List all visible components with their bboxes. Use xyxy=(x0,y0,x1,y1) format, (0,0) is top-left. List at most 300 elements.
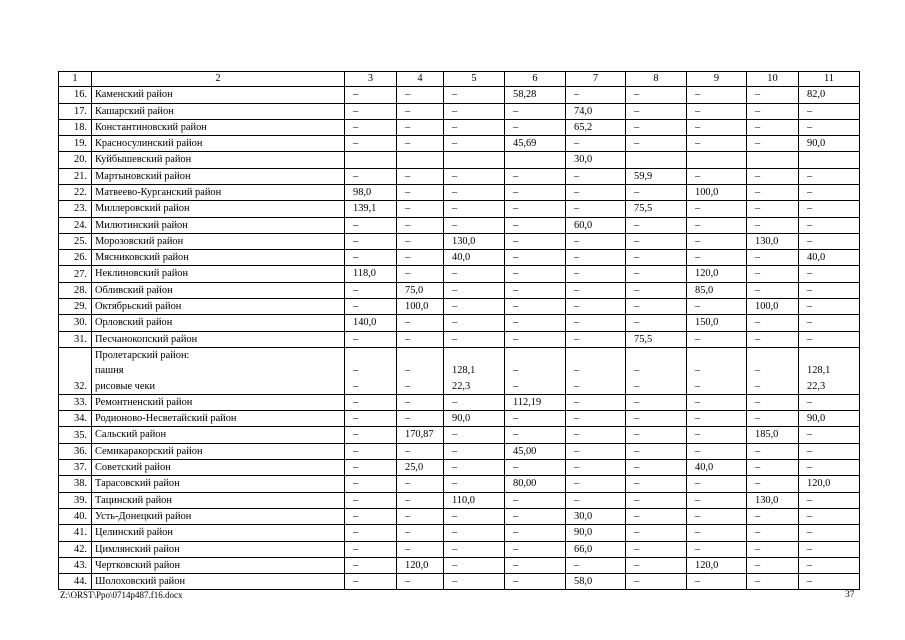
table-row xyxy=(59,201,860,217)
table-row xyxy=(59,508,860,524)
value-line: – xyxy=(634,235,640,247)
row-number-cell: 33. xyxy=(59,394,92,410)
table-row xyxy=(59,443,860,459)
value-line: – xyxy=(755,186,761,198)
value-line: – xyxy=(574,478,580,490)
table-row xyxy=(59,168,860,184)
header-cell: 1 xyxy=(59,72,92,87)
value-cell-col-4 xyxy=(397,299,444,315)
table-row xyxy=(59,184,860,200)
value-cell-col-8 xyxy=(626,460,687,476)
value-line: – xyxy=(574,494,580,506)
value-cell-col-5 xyxy=(444,282,505,298)
value-cell-col-4 xyxy=(397,443,444,459)
value-cell-col-8 xyxy=(626,476,687,492)
value-cell-col-5 xyxy=(444,411,505,427)
district-name-line: Мартыновский район xyxy=(95,170,191,182)
value-cell-col-10 xyxy=(747,282,799,298)
value-line: 65,2 xyxy=(574,121,593,133)
value-line: 90,0 xyxy=(807,138,826,150)
value-cell-col-5 xyxy=(444,168,505,184)
table-row xyxy=(59,525,860,541)
value-line: – xyxy=(574,317,580,329)
value-cell-col-11 xyxy=(799,217,860,233)
value-line: – xyxy=(353,576,359,588)
value-line: – xyxy=(634,396,640,408)
value-line: – xyxy=(695,445,701,457)
value-line: – xyxy=(513,543,519,555)
district-name-cell xyxy=(92,492,345,508)
value-cell-col-4 xyxy=(397,184,444,200)
value-cell-col-5 xyxy=(444,152,505,168)
value-cell-col-5 xyxy=(444,266,505,282)
row-number-cell: 31. xyxy=(59,331,92,347)
value-line: – xyxy=(755,543,761,555)
value-line: 45,00 xyxy=(513,445,537,457)
value-cell-col-4 xyxy=(397,411,444,427)
header-row xyxy=(59,72,860,87)
value-line xyxy=(695,348,744,363)
value-line: – xyxy=(807,317,813,329)
row-number-cell: 37. xyxy=(59,460,92,476)
value-line: 58,28 xyxy=(513,89,537,101)
value-cell-col-3 xyxy=(345,541,397,557)
value-cell-col-3 xyxy=(345,460,397,476)
value-line: – xyxy=(452,478,458,490)
value-line: – xyxy=(807,559,813,571)
value-cell-col-5 xyxy=(444,525,505,541)
value-line: – xyxy=(755,413,761,425)
value-cell-col-3 xyxy=(345,476,397,492)
value-line: – xyxy=(405,252,411,264)
value-cell-col-7 xyxy=(566,136,626,152)
value-line: – xyxy=(452,301,458,313)
value-line: – xyxy=(452,429,458,441)
value-line: – xyxy=(807,268,813,280)
value-line: – xyxy=(353,138,359,150)
value-cell-col-3 xyxy=(345,136,397,152)
header-cell: 10 xyxy=(747,72,799,87)
value-line: – xyxy=(452,510,458,522)
value-line: – xyxy=(452,445,458,457)
value-cell-col-7 xyxy=(566,315,626,331)
value-cell-col-6 xyxy=(505,574,566,590)
value-line: – xyxy=(695,252,701,264)
value-line: – xyxy=(405,235,411,247)
district-name-cell xyxy=(92,508,345,524)
value-line: – xyxy=(513,268,519,280)
table-row xyxy=(59,119,860,135)
value-cell-col-3 xyxy=(345,282,397,298)
value-cell-col-10 xyxy=(747,217,799,233)
district-name-cell xyxy=(92,574,345,590)
value-cell-col-6 xyxy=(505,525,566,541)
district-name-line: Усть-Донецкий район xyxy=(95,510,192,522)
value-line: – xyxy=(634,186,640,198)
value-cell-col-10 xyxy=(747,184,799,200)
district-name-line: Песчанокопский район xyxy=(95,333,198,345)
value-line: – xyxy=(807,445,813,457)
value-cell-col-6 xyxy=(505,411,566,427)
value-line: – xyxy=(695,413,701,425)
district-name-line: Шолоховский район xyxy=(95,576,186,588)
value-cell-col-6 xyxy=(505,266,566,282)
value-line: – xyxy=(353,380,359,392)
value-line: – xyxy=(452,219,458,231)
value-line: – xyxy=(574,380,580,392)
row-number-cell: 42. xyxy=(59,541,92,557)
value-cell-col-6 xyxy=(505,87,566,103)
value-cell-col-8 xyxy=(626,184,687,200)
district-name-line: Октябрьский район xyxy=(95,301,182,313)
value-cell-col-8 xyxy=(626,574,687,590)
value-cell-col-8 xyxy=(626,152,687,168)
value-cell-col-11 xyxy=(799,394,860,410)
value-line: – xyxy=(695,576,701,588)
value-line: – xyxy=(405,268,411,280)
row-number-cell: 20. xyxy=(59,152,92,168)
row-number-cell: 23. xyxy=(59,201,92,217)
district-name-cell xyxy=(92,315,345,331)
value-cell-col-10 xyxy=(747,119,799,135)
value-cell-col-4 xyxy=(397,394,444,410)
value-cell-col-6 xyxy=(505,299,566,315)
value-cell-col-8 xyxy=(626,250,687,266)
value-line xyxy=(755,348,796,363)
value-cell-col-10 xyxy=(747,266,799,282)
table-row xyxy=(59,136,860,152)
value-cell-col-11 xyxy=(799,119,860,135)
table-row xyxy=(59,492,860,508)
value-cell-col-10 xyxy=(747,411,799,427)
value-line: – xyxy=(807,284,813,296)
table-row xyxy=(59,266,860,282)
value-cell-col-6 xyxy=(505,476,566,492)
district-name-cell xyxy=(92,152,345,168)
value-cell-col-9 xyxy=(687,541,747,557)
value-line: 118,0 xyxy=(353,268,376,280)
value-cell-col-4 xyxy=(397,492,444,508)
value-cell-col-9 xyxy=(687,217,747,233)
value-cell-col-9 xyxy=(687,266,747,282)
value-cell-col-8 xyxy=(626,508,687,524)
value-cell-col-7 xyxy=(566,233,626,249)
value-cell-col-10 xyxy=(747,136,799,152)
district-name-cell xyxy=(92,299,345,315)
value-line: – xyxy=(452,186,458,198)
value-cell-col-10 xyxy=(747,492,799,508)
value-cell-col-8 xyxy=(626,217,687,233)
district-name-line: Советский район xyxy=(95,462,171,474)
value-cell-col-9 xyxy=(687,299,747,315)
table-row xyxy=(59,460,860,476)
value-line: – xyxy=(807,203,813,215)
value-cell-col-8 xyxy=(626,525,687,541)
value-line: 140,0 xyxy=(353,317,377,329)
value-cell-col-4 xyxy=(397,233,444,249)
district-name-cell xyxy=(92,427,345,443)
value-cell-col-11 xyxy=(799,443,860,459)
value-cell-col-3 xyxy=(345,394,397,410)
value-cell-col-9 xyxy=(687,427,747,443)
value-cell-col-3 xyxy=(345,217,397,233)
value-cell-col-8 xyxy=(626,443,687,459)
value-cell-col-10 xyxy=(747,347,799,394)
value-cell-col-9 xyxy=(687,476,747,492)
value-line: – xyxy=(695,396,701,408)
value-cell-col-3 xyxy=(345,331,397,347)
district-name-line: Тацинский район xyxy=(95,494,172,506)
value-cell-col-8 xyxy=(626,315,687,331)
value-cell-col-3 xyxy=(345,574,397,590)
value-line: – xyxy=(513,235,519,247)
value-line: 98,0 xyxy=(353,186,372,198)
value-line: – xyxy=(513,462,519,474)
table-body xyxy=(59,72,860,590)
district-name-line: Сальский район xyxy=(95,429,167,441)
value-cell-col-7 xyxy=(566,557,626,573)
value-line: – xyxy=(574,138,580,150)
value-cell-col-5 xyxy=(444,201,505,217)
row-number-cell: 24. xyxy=(59,217,92,233)
value-cell-col-8 xyxy=(626,201,687,217)
district-name-cell xyxy=(92,282,345,298)
row-number-cell: 44. xyxy=(59,574,92,590)
row-number-cell: 28. xyxy=(59,282,92,298)
value-line: 74,0 xyxy=(574,105,593,117)
value-cell-col-8 xyxy=(626,331,687,347)
value-cell-col-4 xyxy=(397,525,444,541)
value-cell-col-6 xyxy=(505,152,566,168)
value-cell-col-7 xyxy=(566,119,626,135)
value-line: – xyxy=(634,252,640,264)
value-cell-col-6 xyxy=(505,217,566,233)
value-cell-col-9 xyxy=(687,250,747,266)
value-cell-col-8 xyxy=(626,557,687,573)
value-cell-col-11 xyxy=(799,411,860,427)
value-line: – xyxy=(634,559,640,571)
value-line: 120,0 xyxy=(807,478,831,490)
value-cell-col-8 xyxy=(626,119,687,135)
value-line: – xyxy=(634,219,640,231)
row-number-cell: 32. xyxy=(59,347,92,394)
table-row xyxy=(59,394,860,410)
district-name-line: Миллеровский район xyxy=(95,203,190,215)
value-cell-col-3 xyxy=(345,201,397,217)
value-cell-col-10 xyxy=(747,443,799,459)
header-cell: 8 xyxy=(626,72,687,87)
district-name-line: Матвеево-Курганский район xyxy=(95,186,222,198)
value-line: – xyxy=(807,105,813,117)
value-cell-col-5 xyxy=(444,331,505,347)
value-line: – xyxy=(755,317,761,329)
footer-file-path: Z:\ORST\Ppo\0714p487.f16.docx xyxy=(60,590,183,600)
value-line xyxy=(513,348,563,363)
value-line: – xyxy=(452,105,458,117)
table-row xyxy=(59,217,860,233)
row-number-cell: 17. xyxy=(59,103,92,119)
value-cell-col-5 xyxy=(444,103,505,119)
value-cell-col-8 xyxy=(626,103,687,119)
value-line: – xyxy=(755,333,761,345)
value-line: – xyxy=(452,284,458,296)
value-line: 100,0 xyxy=(405,301,429,313)
value-line: – xyxy=(755,510,761,522)
district-name-line: Пролетарский район: xyxy=(95,349,190,361)
value-line: – xyxy=(807,429,813,441)
value-line: – xyxy=(405,527,411,539)
district-name-cell xyxy=(92,331,345,347)
value-line: – xyxy=(513,429,519,441)
value-line: – xyxy=(405,543,411,555)
district-name-cell xyxy=(92,525,345,541)
value-cell-col-6 xyxy=(505,184,566,200)
value-line: – xyxy=(513,317,519,329)
value-cell-col-6 xyxy=(505,250,566,266)
value-line: – xyxy=(695,380,701,392)
value-cell-col-11 xyxy=(799,184,860,200)
value-line: – xyxy=(695,121,701,133)
value-cell-col-9 xyxy=(687,201,747,217)
value-cell-col-6 xyxy=(505,508,566,524)
value-line: 120,0 xyxy=(405,559,429,571)
value-line: – xyxy=(574,284,580,296)
value-line: – xyxy=(755,203,761,215)
table-row xyxy=(59,331,860,347)
value-line: – xyxy=(634,510,640,522)
district-name-line: Обливский район xyxy=(95,284,173,296)
value-cell-col-11 xyxy=(799,508,860,524)
value-cell-col-3 xyxy=(345,299,397,315)
value-line: – xyxy=(695,527,701,539)
value-cell-col-5 xyxy=(444,492,505,508)
value-line: – xyxy=(452,121,458,133)
value-cell-col-10 xyxy=(747,331,799,347)
value-cell-col-6 xyxy=(505,394,566,410)
value-line: – xyxy=(695,89,701,101)
value-cell-col-8 xyxy=(626,347,687,394)
value-line: – xyxy=(405,380,411,392)
value-line: 75,0 xyxy=(405,284,424,296)
value-line: – xyxy=(634,365,640,377)
value-line: – xyxy=(513,121,519,133)
value-line: – xyxy=(452,333,458,345)
district-name-cell xyxy=(92,394,345,410)
value-cell-col-3 xyxy=(345,508,397,524)
district-name-line: Константиновский район xyxy=(95,121,207,133)
district-name-cell xyxy=(92,184,345,200)
value-cell-col-6 xyxy=(505,557,566,573)
row-number-cell: 16. xyxy=(59,87,92,103)
value-line: – xyxy=(452,268,458,280)
value-cell-col-3 xyxy=(345,315,397,331)
value-line: – xyxy=(755,121,761,133)
value-line: – xyxy=(574,396,580,408)
value-line: – xyxy=(405,89,411,101)
value-cell-col-10 xyxy=(747,541,799,557)
value-line: – xyxy=(452,89,458,101)
value-cell-col-11 xyxy=(799,347,860,394)
district-name-line: Кашарский район xyxy=(95,105,174,117)
value-line: – xyxy=(695,333,701,345)
value-line: – xyxy=(513,510,519,522)
value-line: – xyxy=(755,105,761,117)
value-line: – xyxy=(513,380,519,392)
value-cell-col-9 xyxy=(687,347,747,394)
value-cell-col-7 xyxy=(566,201,626,217)
value-cell-col-8 xyxy=(626,266,687,282)
value-cell-col-5 xyxy=(444,557,505,573)
value-line: – xyxy=(405,105,411,117)
value-line: 40,0 xyxy=(452,252,471,264)
district-name-line: пашня xyxy=(95,365,124,377)
value-cell-col-10 xyxy=(747,233,799,249)
row-number-cell: 34. xyxy=(59,411,92,427)
table-row xyxy=(59,476,860,492)
value-cell-col-6 xyxy=(505,168,566,184)
value-line: 100,0 xyxy=(755,301,779,313)
value-cell-col-5 xyxy=(444,299,505,315)
value-cell-col-4 xyxy=(397,136,444,152)
value-line: – xyxy=(634,576,640,588)
district-name-line: Чертковский район xyxy=(95,559,181,571)
value-line: – xyxy=(405,576,411,588)
value-cell-col-3 xyxy=(345,557,397,573)
value-cell-col-11 xyxy=(799,136,860,152)
value-cell-col-4 xyxy=(397,347,444,394)
value-line: – xyxy=(405,494,411,506)
table-row xyxy=(59,557,860,573)
row-number-cell: 25. xyxy=(59,233,92,249)
value-cell-col-7 xyxy=(566,299,626,315)
header-cell: 2 xyxy=(92,72,345,87)
value-line: – xyxy=(574,365,580,377)
value-line: – xyxy=(405,333,411,345)
value-cell-col-3 xyxy=(345,411,397,427)
value-cell-col-9 xyxy=(687,394,747,410)
value-cell-col-3 xyxy=(345,250,397,266)
value-cell-col-10 xyxy=(747,152,799,168)
value-cell-col-4 xyxy=(397,87,444,103)
value-cell-col-10 xyxy=(747,250,799,266)
value-cell-col-9 xyxy=(687,525,747,541)
value-line: 90,0 xyxy=(807,413,826,425)
value-line: – xyxy=(695,105,701,117)
value-line xyxy=(405,348,441,363)
table-row xyxy=(59,152,860,168)
value-cell-col-5 xyxy=(444,315,505,331)
value-line: – xyxy=(574,301,580,313)
header-cell: 11 xyxy=(799,72,860,87)
value-cell-col-3 xyxy=(345,152,397,168)
value-line: – xyxy=(755,365,761,377)
value-cell-col-6 xyxy=(505,119,566,135)
value-cell-col-4 xyxy=(397,217,444,233)
value-cell-col-7 xyxy=(566,443,626,459)
district-name-line: рисовые чеки xyxy=(95,380,156,392)
row-number-cell: 19. xyxy=(59,136,92,152)
value-line: – xyxy=(513,105,519,117)
value-line: – xyxy=(405,219,411,231)
table-row xyxy=(59,103,860,119)
value-cell-col-10 xyxy=(747,427,799,443)
value-line: – xyxy=(807,527,813,539)
value-line: 59,9 xyxy=(634,170,653,182)
value-line: – xyxy=(574,268,580,280)
value-line xyxy=(353,152,394,167)
district-name-line: Неклиновский район xyxy=(95,268,189,280)
value-cell-col-4 xyxy=(397,331,444,347)
